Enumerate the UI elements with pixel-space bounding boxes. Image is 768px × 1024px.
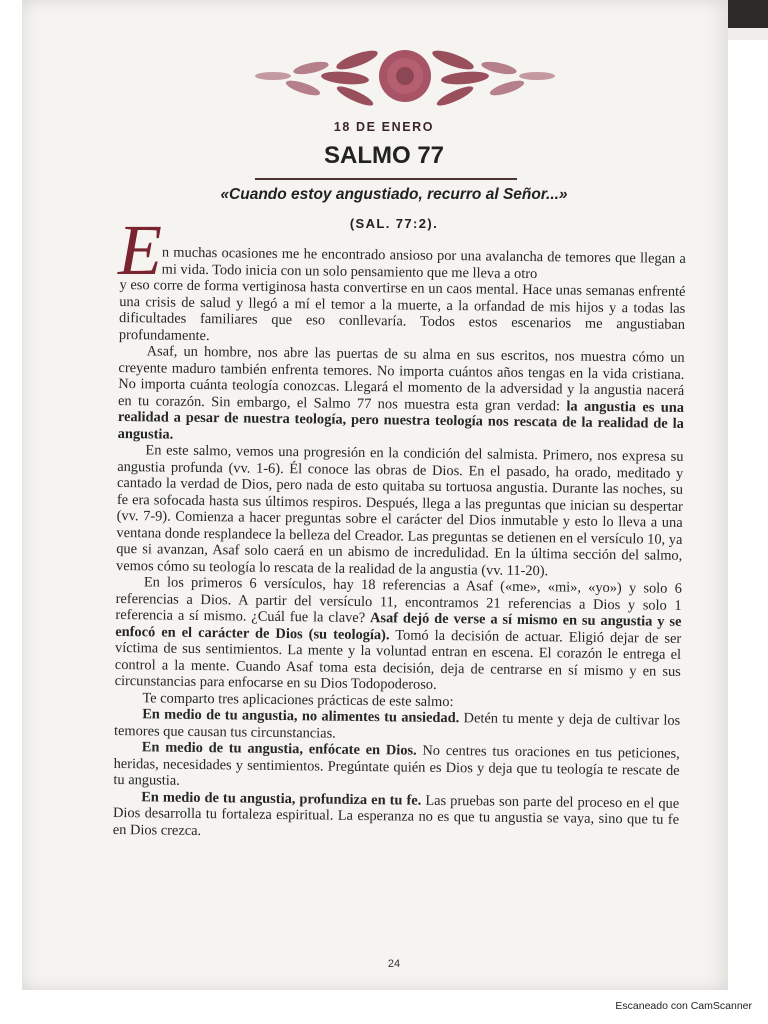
scan-light-strip [728, 28, 768, 40]
verse-reference: (SAL. 77:2). [349, 216, 439, 231]
devotional-body [113, 244, 686, 845]
paragraph-5: Te comparto tres aplicaciones prácticas de este salmo: [142, 689, 454, 710]
scanner-watermark: Escaneado con CamScanner [615, 1000, 752, 1012]
floral-ornament-icon [245, 38, 565, 116]
application-2: En medio de tu angustia, enfócate en Dios. No centres tus oraciones en tus peticiones, heridas, necesidades y sentimientos. Pregúntate quién es Dios y deja que tu teología te rescate de tu angustia. [113, 739, 680, 789]
title-divider [255, 178, 517, 180]
paragraph-1 [119, 244, 686, 350]
key-truth: la angustia es una realidad a pesar de nuestra teología, pero nuestra teología nos rescata de la realidad de la angustia. [117, 397, 685, 443]
application-1: En medio de tu angustia, no alimentes tu ansiedad. Detén tu mente y deja de cultivar los temores que causan tus circunstancias. [113, 706, 681, 742]
key-answer: Asaf dejó de verse a sí mismo en su angustia y se enfocó en el carácter de Dios (su teología). [115, 610, 682, 643]
drop-cap: E [118, 210, 162, 290]
page-title: SALMO 77 [323, 142, 445, 169]
paragraph-1-lead: n muchas ocasiones me he encontrado ansioso por una avalancha de temores que llegan a mi vida. Todo inicia con un solo pensamiento que me lleva a otro [161, 244, 686, 282]
paragraph-3: En este salmo, vemos una progresión en la condición del salmista. Primero, nos expresa su angustia profunda (vv. 1-6). Él conoce las obras de Dios. En el pasado, ha orado, meditado y cantado la verdad de Dios, pero nada de esto quitaba su tortuosa angustia. Durante las noches, su fe era sofocada hasta sus últimos respiros. Después, llega a las preguntas que inician su despertar (vv. 7-9). Comienza a hacer preguntas sobre el carácter del Dios inmutable y esto lo lleva a una ventana donde resplandece la belleza del Creador. Las preguntas se detienen en el versículo 10, ya que si avanzan, Asaf solo caerá en un abismo de incredulidad. En la última sección del salmo, vemos cómo su teología lo rescata de la realidad de la angustia (vv. 11-20). [115, 442, 684, 579]
paragraph-4: En los primeros 6 versículos, hay 18 referencias a Asaf («me», «mi», «yo») y solo 6 referencias a Dios. A partir del versículo 11, encontramos 21 referencias a Dios y solo 1 referencia a sí mismo. ¿Cuál fue la clave? Asaf dejó de verse a sí mismo en su angustia y se enfocó en el carácter de Dios (su teología). Tomó la decisión de actuar. Eligió dejar de ser víctima de sus sentimientos. La mente y la voluntad entran en escena. El corazón le entrega el control a la mente. Cuando Asaf toma esta decisión, deja de centrarse en sí mismo y en sus circunstancias para enfocarse en su Dios Todopoderoso. [114, 574, 682, 693]
paragraph-2: Asaf, un hombre, nos abre las puertas de su alma en sus escritos, nos muestra cómo un creyente maduro también enfrenta temores. No importa cuántos años tengas en la vida cristiana. No importa cuánta teología conozcas. Llegará el momento de la adversidad y la angustia nacerá en tu corazón. Sin embargo, el Salmo 77 nos muestra esta gran verdad: la angustia es una realidad a pesar de nuestra teología, pero nuestra teología nos rescata de la realidad de la angustia. [117, 343, 685, 443]
application-3: En medio de tu angustia, profundiza en tu fe. Las pruebas son parte del proceso en el que Dios desarrolla tu fortaleza espiritual. La esperanza no es que tu angustia se vaya, sino que tu fe en Dios crezca. [112, 788, 680, 839]
devotional-date: 18 DE ENERO [333, 120, 435, 134]
paragraph-1-rest: y eso corre de forma vertiginosa hasta convertirse en un caos mental. Hace unas semanas enfrenté una crisis de salud y llegó a mí el temor a la muerte, a la orfandad de mis hijos y a todas las dificultades familiares que eso conllevaría. Todos estos escenarios me angustiaban profundamente. [118, 276, 686, 344]
verse-quote: «Cuando estoy angustiado, recurro al Señor...» [220, 186, 568, 203]
page-number: 24 [387, 958, 401, 970]
